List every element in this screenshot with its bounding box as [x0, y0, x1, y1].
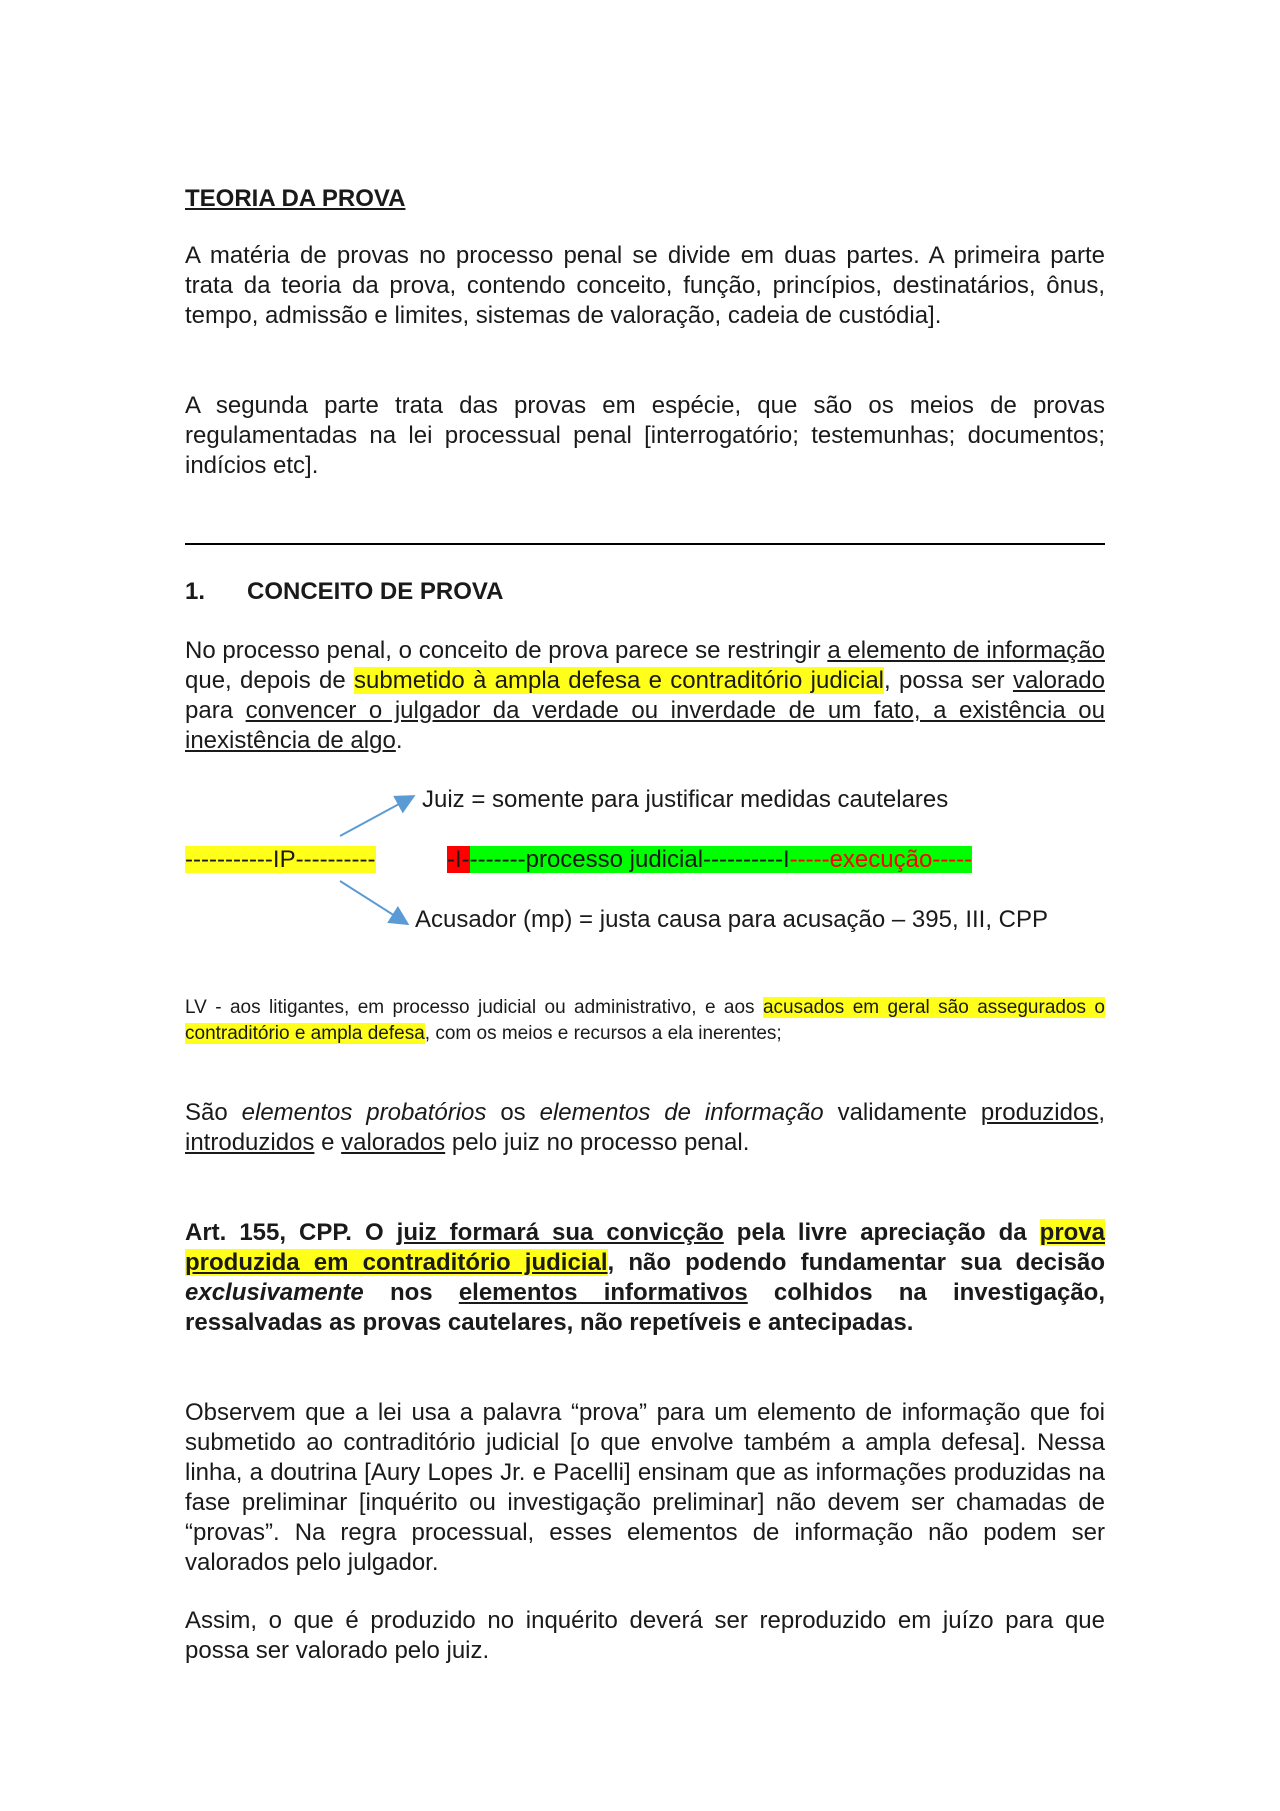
intro-paragraph-2: A segunda parte trata das provas em espécie, que são os meios de provas regulamentadas na lei processual penal [interrogatório; testemunhas; documentos; indícios etc].: [185, 392, 1105, 479]
text-run: , com os meios e recursos a ela inerentes;: [424, 1023, 782, 1044]
underlined-text: introduzidos: [185, 1129, 315, 1156]
italic-text: exclusivamente: [185, 1279, 364, 1306]
diagram-judge-label: Juiz = somente para justificar medidas cautelares: [422, 786, 949, 813]
highlighted-text: acusados em geral são assegurados o contraditório e ampla defesa: [185, 997, 1105, 1044]
text-run: colhidos na investigação, ressalvadas as provas cautelares, não repetíveis e antecipadas.: [185, 1279, 1106, 1336]
underlined-text: valorado: [1012, 667, 1105, 694]
text-run: para: [185, 697, 246, 724]
concept-paragraph: [185, 636, 1105, 756]
text-run: São: [185, 1099, 242, 1126]
underlined-text: a elemento de informação: [827, 637, 1105, 664]
section-heading: [185, 578, 503, 606]
section-number: 1.: [185, 578, 206, 605]
article-155-quote: [185, 1218, 1105, 1338]
underlined-text: juiz formará sua convicção: [396, 1219, 724, 1246]
text-run: pela livre apreciação da: [723, 1219, 1040, 1246]
observation-paragraph: Observem que a lei usa a palavra “prova” para um elemento de informação que foi submetido ao contraditório judicial [o que envolve também a ampla defesa]. Nessa linha, a doutrina [Aury Lopes Jr. e Pacelli] ensinam que as informações produzidas na fase preliminar [inquérito ou investigação preliminar] não devem ser chamadas de “provas”. Na regra processual, esses elementos de informação não podem ser valorados pelo julgador.: [185, 1399, 1105, 1576]
section-divider: [185, 543, 1105, 545]
text-run: pelo juiz no processo penal.: [445, 1129, 750, 1156]
underlined-text: convencer o julgador da verdade ou inverdade de um fato, a existência ou inexistência de algo: [185, 697, 1105, 754]
underlined-text: elementos informativos: [458, 1279, 748, 1306]
text-run: ,: [1098, 1099, 1106, 1126]
execution-segment: -----execução-----: [789, 846, 973, 873]
elements-paragraph: [185, 1098, 1105, 1158]
intro-paragraph-1: A matéria de provas no processo penal se divide em duas partes. A primeira parte trata da teoria da prova, contendo conceito, função, princípios, destinatários, ônus, tempo, admissão e limites, sistemas de valoração, cadeia de custódia].: [185, 242, 1105, 329]
text-run: , não podendo fundamentar sua decisão: [607, 1249, 1105, 1276]
arrow-down: [340, 881, 406, 923]
italic-text: elementos probatórios: [241, 1099, 487, 1126]
text-run: , possa ser: [884, 667, 1013, 694]
text-run: e: [314, 1129, 342, 1156]
text-run: nos: [363, 1279, 459, 1306]
diagram-process-line: [447, 846, 972, 874]
section-title: CONCEITO DE PROVA: [247, 578, 504, 605]
diagram-ip-segment: [185, 846, 376, 874]
underlined-text: produzidos: [980, 1099, 1099, 1126]
text-run: que, depois de: [185, 667, 354, 694]
process-judicial-segment: -------processo judicial----------I: [469, 846, 790, 873]
diagram-accuser-label: Acusador (mp) = justa causa para acusação – 395, III, CPP: [415, 906, 1048, 933]
text-run: os: [486, 1099, 540, 1126]
text-run: No processo penal, o conceito de prova parece se restringir: [185, 637, 828, 664]
arrow-up: [340, 797, 412, 836]
process-start-marker: -I-: [447, 846, 470, 873]
text-run: LV - aos litigantes, em processo judicial ou administrativo, e aos: [185, 997, 763, 1018]
text-run: validamente: [823, 1099, 981, 1126]
highlighted-text: submetido à ampla defesa e contraditório judicial: [354, 667, 885, 694]
text-run: Art. 155, CPP. O: [185, 1219, 397, 1246]
ip-label: -----------IP----------: [185, 846, 376, 873]
underlined-text: valorados: [341, 1129, 446, 1156]
conclusion-paragraph: Assim, o que é produzido no inquérito deverá ser reproduzido em juízo para que possa ser valorado pelo juiz.: [185, 1607, 1105, 1664]
italic-text: elementos de informação: [539, 1099, 824, 1126]
constitution-excerpt: [185, 995, 1105, 1047]
text-run: .: [395, 727, 403, 754]
page-title: TEORIA DA PROVA: [185, 185, 406, 212]
highlighted-text: prova produzida em contraditório judicial: [185, 1219, 1106, 1276]
